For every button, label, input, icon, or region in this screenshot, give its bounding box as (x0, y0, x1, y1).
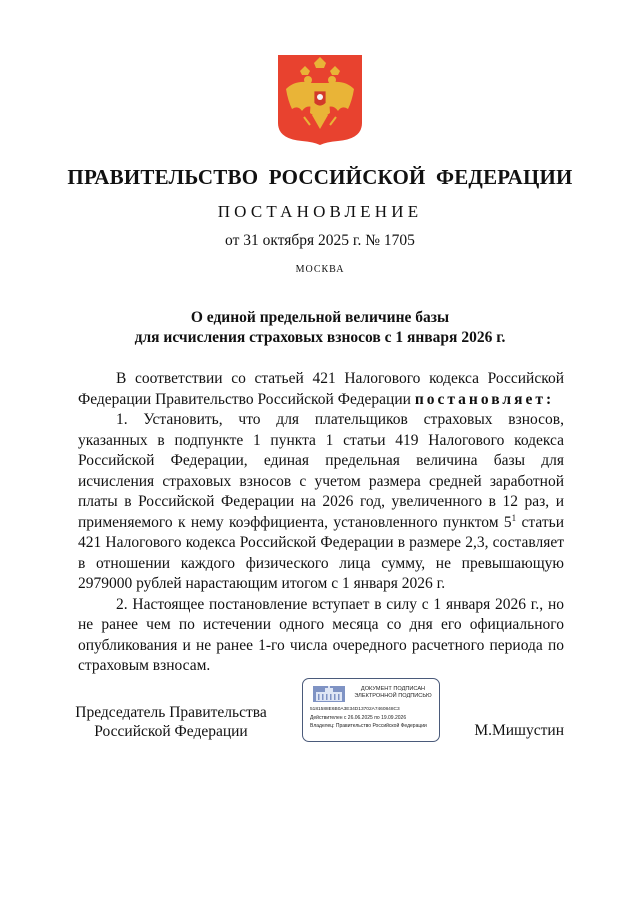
stamp-certificate: 5181588E6B0A3E34D13702A7460848C3 (310, 707, 400, 712)
paragraph-2: 2. Настоящее постановление вступает в силу с 1 января 2026 г., но не ранее чем по истечении одного месяца со дня его официального опубликования и не ранее 1-го числа очередного расчетного периода по страховым взносам. (78, 595, 564, 674)
document-body (78, 369, 564, 677)
document-type: ПОСТАНОВЛЕНИЕ (217, 202, 423, 221)
stamp-title-line-2: ЭЛЕКТРОННОЙ ПОДПИСЬЮ (354, 693, 432, 699)
signer-name: М.Мишустин (474, 722, 564, 739)
document-subject (0, 308, 640, 348)
subject-line-2: для исчисления страховых взносов с 1 января 2026 г. (134, 329, 506, 346)
government-title: ПРАВИТЕЛЬСТВО РОССИЙСКОЙ ФЕДЕРАЦИИ (67, 165, 573, 189)
signer-position-line-1: Председатель Правительства (75, 704, 267, 721)
signer-position-line-2: Российской Федерации (94, 723, 248, 740)
document-city: МОСКВА (295, 264, 345, 275)
electronic-signature-stamp (302, 678, 440, 742)
stamp-title-line-1: ДОКУМЕНТ ПОДПИСАН (360, 686, 426, 692)
coat-of-arms-emblem (278, 55, 362, 145)
government-building-icon (313, 686, 345, 702)
signer-position (60, 703, 282, 741)
intro-paragraph (78, 369, 564, 410)
stamp-title (347, 686, 439, 700)
resolves-word: постановляет: (414, 390, 555, 408)
paragraph-1-part-b: статьи 421 Налогового кодекса Российской Федерации в размере 2,3, составляет в отношении каждого физического лица сумму, не превышающую 2979000 рублей нарастающим итогом с 1 января 2026 г. (78, 513, 564, 592)
paragraph-1 (78, 410, 564, 595)
stamp-owner: Владелец: Правительство Российской Федерации (310, 723, 427, 729)
document-date-number: от 31 октября 2025 г. № 1705 (225, 232, 415, 249)
superscript-1: 1 (511, 512, 517, 523)
paragraph-1-part-a: 1. Установить, что для плательщиков страховых взносов, указанных в подпункте 1 пункта 1 статьи 419 Налогового кодекса Российской Федерации, единая предельная величина базы для исчисления страховых взносов с учетом размера средней заработной платы в Российской Федерации на 2026 год, увеличенного в 12 раз, и применяемого к нему коэффициента, установленного пунктом 5 (78, 411, 564, 531)
intro-text: В соответствии со статьей 421 Налогового кодекса Российской Федерации Правительство Российской Федерации (78, 370, 564, 408)
subject-line-1: О единой предельной величине базы (190, 309, 450, 326)
stamp-validity: Действителен с 26.06.2025 по 19.09.2026 (310, 715, 407, 721)
